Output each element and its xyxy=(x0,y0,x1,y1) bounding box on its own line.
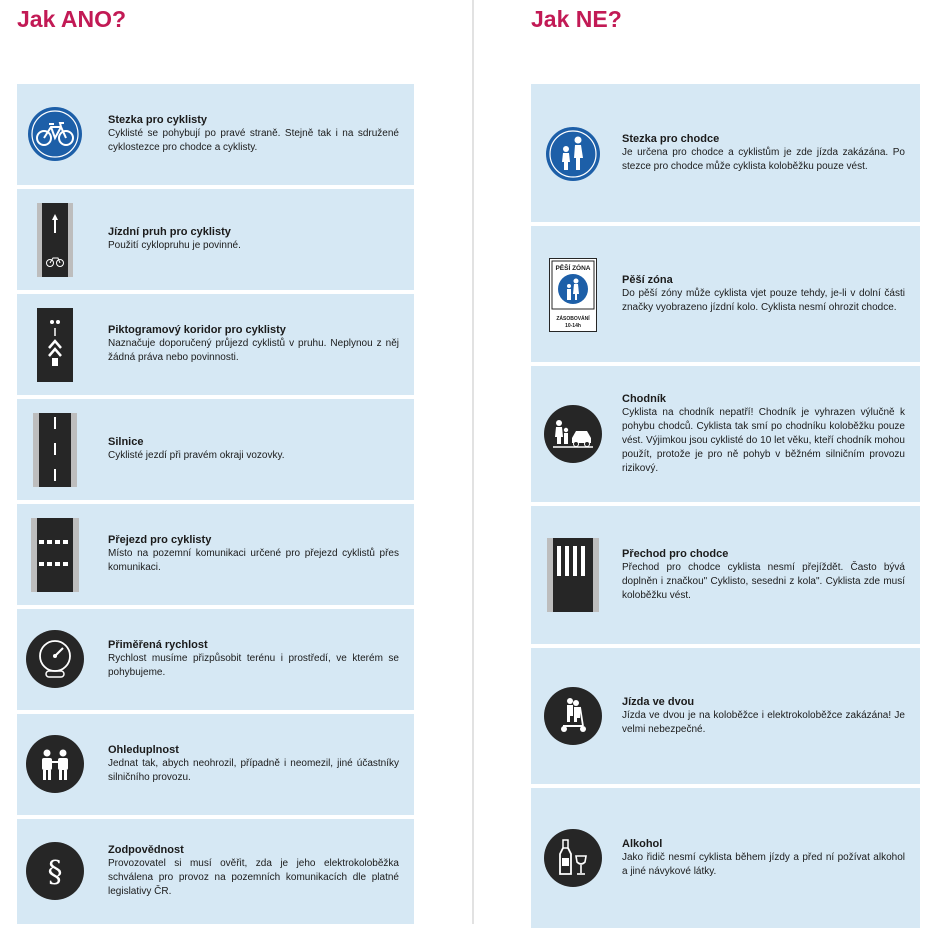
sign-text-bottom-2: 10-14h xyxy=(565,323,581,329)
item-title: Jízda ve dvou xyxy=(622,695,695,708)
item-desc: Do pěší zóny může cyklista vjet pouze tehdy, je-li v dolní části značky vyobrazeno jízdní kolo. Cyklista nesmí ohrozit chodce. xyxy=(622,287,905,313)
item-title: Jízdní pruh pro cyklisty xyxy=(108,226,231,238)
two-riders-scooter-icon xyxy=(543,686,603,746)
item-title: Pěší zóna xyxy=(622,273,673,286)
item-title: Stezka pro cyklisty xyxy=(108,114,208,126)
sign-text-top: PĚŠÍ ZÓNA xyxy=(555,265,591,272)
item-desc: Jako řidič nesmí cyklista během jízdy a před ní požívat alkohol a jiné návykové látky. xyxy=(622,851,905,877)
item-title: Chodník xyxy=(622,392,666,405)
item-desc: Naznačuje doporučený průjezd cyklistů v pruhu. Neplynou z něj žádná práva nebo povinnosti. xyxy=(108,338,399,363)
item-desc: Jednat tak, abych neohrozil, případně i neomezil, jiné účastníky silničního provozu. xyxy=(108,758,399,783)
bicycle-sign-icon xyxy=(25,104,85,164)
heading-jak-ano: Jak ANO? xyxy=(17,6,127,32)
bike-crossing-icon xyxy=(25,518,85,592)
item-title: Alkohol xyxy=(622,837,663,850)
pedestrian-sign-icon xyxy=(543,124,603,184)
item-title: Přiměřená rychlost xyxy=(108,639,208,651)
speedometer-icon xyxy=(25,629,85,689)
card-piktogramovy-koridor xyxy=(17,294,414,395)
item-desc: Cyklista na chodník nepatří! Chodník je vyhrazen výlučně k pohybu chodců. Cyklista tak smí po chodníku koloběžku pouze vést. Výjimkou jsou cyklisté do 10 let věku, kteří chodník mohou použít, protože je pro ně pohyb v běžném silničním provozu rizikový. xyxy=(622,406,905,474)
people-icon xyxy=(25,734,85,794)
paragraph-icon xyxy=(25,841,85,901)
road-icon xyxy=(25,413,85,487)
card-prejezd-pro-cyklisty xyxy=(17,504,414,605)
heading-jak-ne: Jak NE? xyxy=(531,6,622,32)
item-desc: Místo na pozemní komunikaci určené pro přejezd cyklistů přes komunikaci. xyxy=(108,548,399,573)
item-desc: Použití cyklopruhu je povinné. xyxy=(108,240,241,251)
item-desc: Jízda ve dvou je na koloběžce i elektrokoloběžce zakázána! Je velmi nebezpečné. xyxy=(622,709,905,735)
pedestrian-crossing-icon xyxy=(543,538,603,612)
item-desc: Cyklisté se pohybují po pravé straně. Stejně tak i na sdružené cyklostezce pro chodce a cyklisty. xyxy=(108,128,399,153)
bike-lane-icon xyxy=(25,203,85,277)
column-divider xyxy=(472,0,474,924)
card-silnice xyxy=(17,399,414,500)
pedestrian-zone-sign-icon xyxy=(543,258,603,332)
item-title: Silnice xyxy=(108,436,144,448)
card-alkohol xyxy=(531,788,920,928)
svg-text:§: § xyxy=(47,855,63,890)
sign-text-bottom-1: ZÁSOBOVÁNÍ xyxy=(556,316,590,322)
item-title: Přejezd pro cyklisty xyxy=(108,534,212,546)
alcohol-bottle-glass-icon xyxy=(543,828,603,888)
item-title: Piktogramový koridor pro cyklisty xyxy=(108,324,286,336)
sharrow-corridor-icon xyxy=(25,308,85,382)
item-desc: Rychlost musíme přizpůsobit terénu i prostředí, ve kterém se pohybujeme. xyxy=(108,653,399,678)
card-jizda-ve-dvou xyxy=(531,648,920,784)
card-stezka-pro-chodce xyxy=(531,84,920,222)
card-chodnik xyxy=(531,366,920,502)
card-zodpovednost xyxy=(17,819,414,924)
card-stezka-pro-cyklisty xyxy=(17,84,414,185)
item-title: Stezka pro chodce xyxy=(622,132,720,145)
item-desc: Je určena pro chodce a cyklistům je zde jízda zakázána. Po stezce pro chodce může cyklista koloběžku pouze vést. xyxy=(622,146,905,172)
item-title: Přechod pro chodce xyxy=(622,547,729,560)
item-title: Ohleduplnost xyxy=(108,744,179,756)
card-prechod-pro-chodce xyxy=(531,506,920,644)
item-desc: Cyklisté jezdí při pravém okraji vozovky. xyxy=(108,450,285,461)
item-desc: Provozovatel si musí ověřit, zda je jeho elektrokoloběžka schválena pro provoz na pozemních komunikacích dle platné legislativy ČR. xyxy=(108,858,399,897)
card-ohleduplnost xyxy=(17,714,414,815)
card-jizdni-pruh xyxy=(17,189,414,290)
sidewalk-icon xyxy=(543,404,603,464)
item-desc: Přechod pro chodce cyklista nesmí přejíždět. Často bývá doplněn i značkou" Cyklisto, sesedni z kola". Cyklista zde musí koloběžku vést. xyxy=(622,561,905,601)
item-title: Zodpovědnost xyxy=(108,844,184,856)
card-pesi-zona xyxy=(531,226,920,362)
card-primerena-rychlost xyxy=(17,609,414,710)
